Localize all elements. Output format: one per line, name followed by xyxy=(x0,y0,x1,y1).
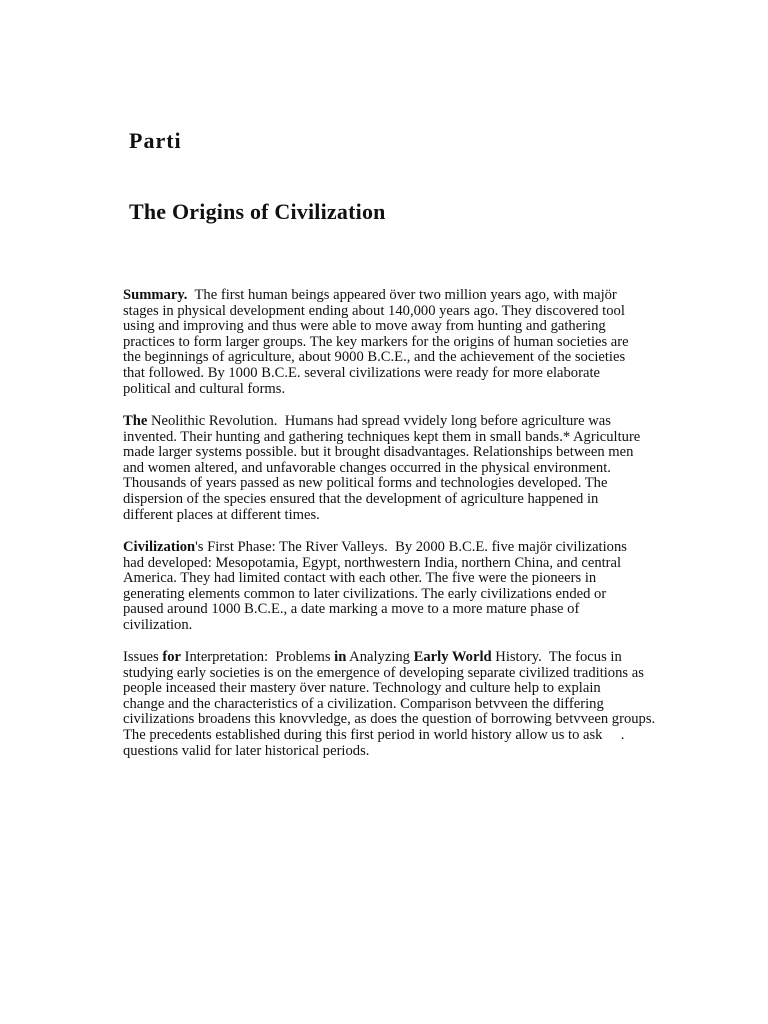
issues-title-part: Issues xyxy=(123,649,163,665)
paragraph-line: Thousands of years passed as new political forms and technologies developed. The xyxy=(123,475,608,492)
issues-title-part: History. xyxy=(491,649,542,665)
paragraph-line xyxy=(123,650,693,666)
paragraph-line: paused around 1000 B.C.E., a date marking a move to a more mature phase of xyxy=(123,601,580,618)
paragraph-line: questions valid for later historical periods. xyxy=(123,742,370,759)
river-valleys-paragraph xyxy=(123,540,693,634)
line-text: 's First Phase: The River Valleys. By 2000 B.C.E. five majör civilizations xyxy=(195,539,627,555)
paragraph-line: people inceased their mastery över nature. Technology and culture help to explain xyxy=(123,680,601,697)
paragraph-line: change and the characteristics of a civilization. Comparison betvveen the differing xyxy=(123,695,604,712)
paragraph-line: that followed. By 1000 B.C.E. several civilizations were ready for more elaborate xyxy=(123,364,600,381)
summary-paragraph xyxy=(123,288,693,397)
paragraph-line: using and improving and thus were able to move away from hunting and gathering xyxy=(123,318,606,335)
paragraph-line: political and cultural forms. xyxy=(123,380,286,397)
issues-title-part: Interpretation: Problems xyxy=(180,649,335,665)
paragraph-line: the beginnings of agriculture, about 9000 B.C.E., and the achievement of the societies xyxy=(123,349,626,366)
river-valleys-lead: Civilization xyxy=(123,539,196,555)
paragraph-line: stages in physical development ending about 140,000 years ago. They discovered tool xyxy=(123,302,625,319)
paragraph-line: practices to form larger groups. The key markers for the origins of human societies are xyxy=(123,333,629,350)
paragraph-line: generating elements common to later civilizations. The early civilizations ended or xyxy=(123,585,607,602)
paragraph-line: civilizations broadens this knovvledge, as does the question of borrowing betvveen groups. xyxy=(123,711,656,728)
paragraph-line: civilization. xyxy=(123,616,193,633)
paragraph-line: and women altered, and unfavorable changes occurred in the physical environment. xyxy=(123,459,611,476)
paragraph-line: made larger systems possible. but it brought disadvantages. Relationships between men xyxy=(123,444,634,461)
issues-title-part: in xyxy=(334,649,347,665)
line-text: The first human beings appeared över two million years ago, with majör xyxy=(187,287,617,303)
paragraph-line: invented. Their hunting and gathering techniques kept them in small bands.* Agriculture xyxy=(123,428,641,445)
paragraph-line: had developed: Mesopotamia, Egypt, northwestern India, northern China, and central xyxy=(123,554,622,571)
summary-lead: Summary. xyxy=(123,287,188,303)
line-text: The focus in xyxy=(541,649,622,665)
paragraph-line: different places at different times. xyxy=(123,506,320,523)
paragraph-line: studying early societies is on the emergence of developing separate civilized traditions as xyxy=(123,664,644,681)
issues-title-part: for xyxy=(162,649,181,665)
part-title: Parti xyxy=(129,128,182,153)
issues-title-part: Early World xyxy=(413,649,492,665)
paragraph-line xyxy=(123,414,693,430)
line-text: Neolithic Revolution. Humans had spread vvidely long before agriculture was xyxy=(147,413,611,429)
paragraph-line: dispersion of the species ensured that the development of agriculture happened in xyxy=(123,490,599,507)
neolithic-paragraph xyxy=(123,414,693,523)
paragraph-line xyxy=(123,288,693,304)
chapter-title: The Origins of Civilization xyxy=(129,199,386,224)
paragraph-line: The precedents established during this first period in world history allow us to ask . xyxy=(123,726,625,743)
neolithic-lead: The xyxy=(123,413,148,429)
issues-title-part: Analyzing xyxy=(346,649,414,665)
paragraph-line xyxy=(123,540,693,556)
paragraph-line: America. They had limited contact with each other. The five were the pioneers in xyxy=(123,570,597,587)
issues-paragraph xyxy=(123,650,693,759)
